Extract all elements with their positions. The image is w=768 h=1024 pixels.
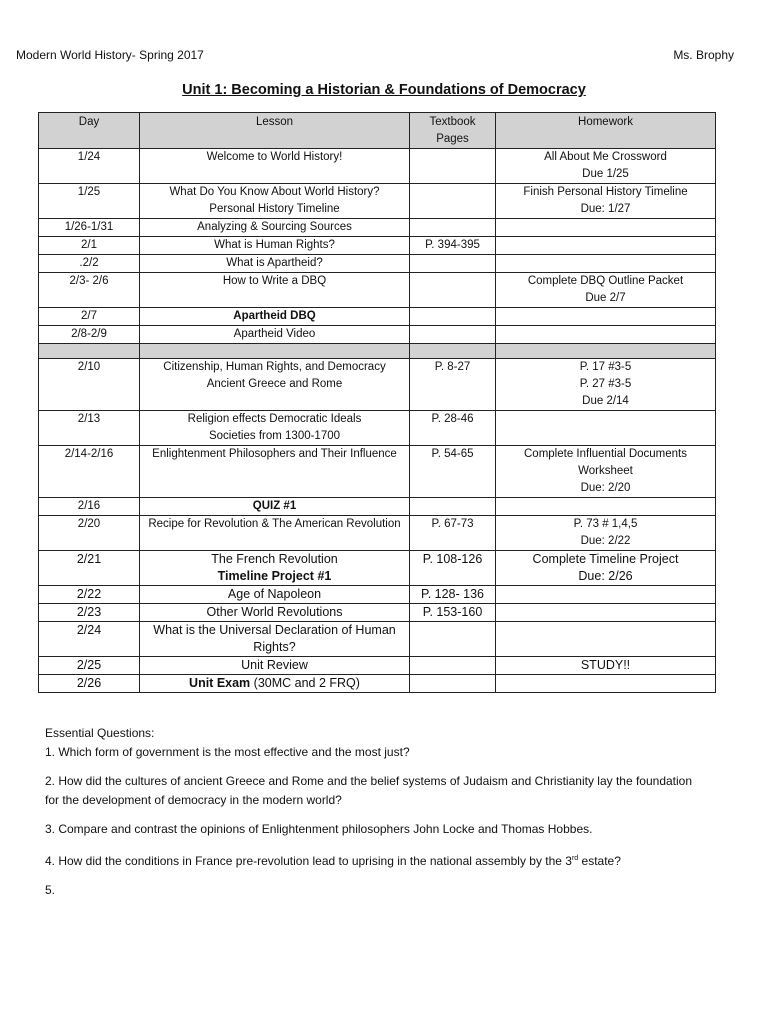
homework-line: Due 2/7 <box>585 292 626 304</box>
homework-cell <box>496 326 716 344</box>
day-cell: 2/22 <box>39 586 140 604</box>
table-row <box>39 359 716 411</box>
lesson-cell <box>140 237 410 255</box>
pages-cell: P. 28-46 <box>410 411 496 446</box>
homework-line: STUDY!! <box>580 658 631 672</box>
divider-cell <box>39 344 140 359</box>
eq-question-2-line2: for the development of democracy in the modern world? <box>45 793 342 807</box>
table-row <box>39 273 716 308</box>
day-cell: 2/3- 2/6 <box>39 273 140 308</box>
lesson-cell <box>140 219 410 237</box>
pages-cell: P. 67-73 <box>410 516 496 551</box>
lesson-line: What Do You Know About World History? <box>169 186 380 198</box>
eq-heading: Essential Questions: <box>45 726 155 740</box>
homework-line: All About Me Crossword <box>544 151 667 163</box>
pages-cell: P. 108-126 <box>410 551 496 586</box>
lesson-cell <box>140 551 410 586</box>
lesson-cell <box>140 184 410 219</box>
lesson-line: Apartheid Video <box>233 328 316 340</box>
eq-question-2 <box>45 772 735 810</box>
teacher-name: Ms. Brophy <box>673 48 734 62</box>
section-divider-row <box>39 344 716 359</box>
homework-cell <box>496 237 716 255</box>
lesson-line: Rights? <box>253 640 296 654</box>
pages-cell: P. 394-395 <box>410 237 496 255</box>
pages-cell <box>410 273 496 308</box>
homework-cell <box>496 586 716 604</box>
lesson-cell <box>140 359 410 411</box>
day-cell: 1/25 <box>39 184 140 219</box>
homework-cell <box>496 255 716 273</box>
lesson-cell <box>140 446 410 498</box>
day-cell: 2/25 <box>39 657 140 675</box>
day-cell: 2/8-2/9 <box>39 326 140 344</box>
homework-line: Complete DBQ Outline Packet <box>527 275 684 287</box>
table-row <box>39 516 716 551</box>
homework-line: P. 27 #3-5 <box>579 378 632 390</box>
homework-cell <box>496 622 716 657</box>
header-pages <box>410 113 496 149</box>
day-cell: 1/24 <box>39 149 140 184</box>
lesson-line: Welcome to World History! <box>206 151 343 163</box>
pages-cell <box>410 255 496 273</box>
day-cell: 2/26 <box>39 675 140 693</box>
pages-cell: P. 54-65 <box>410 446 496 498</box>
table-row <box>39 675 716 693</box>
lesson-cell <box>140 516 410 551</box>
day-cell: 2/10 <box>39 359 140 411</box>
homework-cell <box>496 411 716 446</box>
pages-cell <box>410 326 496 344</box>
homework-line: Due: 2/22 <box>580 535 631 547</box>
lesson-cell <box>140 675 410 693</box>
table-row <box>39 498 716 516</box>
lesson-cell <box>140 149 410 184</box>
eq-question-4-sup: rd <box>571 855 579 862</box>
homework-line: Complete Timeline Project <box>532 552 679 566</box>
lesson-line: What is Human Rights? <box>214 239 335 251</box>
homework-cell <box>496 516 716 551</box>
homework-cell <box>496 657 716 675</box>
lesson-line: Personal History Timeline <box>209 203 340 215</box>
lesson-line: Apartheid DBQ <box>233 310 316 322</box>
lesson-line: Other World Revolutions <box>206 605 343 619</box>
eq-question-5: 5. <box>45 883 56 897</box>
homework-cell <box>496 184 716 219</box>
essential-questions <box>45 724 735 900</box>
day-cell: 2/16 <box>39 498 140 516</box>
homework-line: Worksheet <box>578 465 633 477</box>
pages-cell: P. 128- 136 <box>410 586 496 604</box>
header-pages-line1: Textbook <box>429 116 476 128</box>
table-row <box>39 411 716 446</box>
lesson-line: Societies from 1300-1700 <box>208 430 341 442</box>
lesson-line: How to Write a DBQ <box>222 275 327 287</box>
day-cell: .2/2 <box>39 255 140 273</box>
header-pages-line2: Pages <box>436 133 469 145</box>
homework-line: P. 73 # 1,4,5 <box>573 518 638 530</box>
day-cell: 1/26-1/31 <box>39 219 140 237</box>
lesson-cell <box>140 622 410 657</box>
day-cell: 2/21 <box>39 551 140 586</box>
pages-cell <box>410 657 496 675</box>
homework-line: Due: 1/27 <box>580 203 631 215</box>
lesson-cell <box>140 255 410 273</box>
divider-cell <box>496 344 716 359</box>
lesson-line: The French Revolution <box>211 552 338 566</box>
lesson-cell <box>140 273 410 308</box>
pages-cell <box>410 219 496 237</box>
table-row <box>39 551 716 586</box>
schedule-table <box>38 112 716 693</box>
eq-question-1: 1. Which form of government is the most effective and the most just? <box>45 745 410 759</box>
lesson-cell <box>140 411 410 446</box>
homework-line: Due: 2/26 <box>578 569 633 583</box>
day-cell: 2/23 <box>39 604 140 622</box>
day-cell: 2/20 <box>39 516 140 551</box>
homework-cell <box>496 149 716 184</box>
lesson-line: Unit Exam <box>189 676 251 690</box>
homework-line: Complete Influential Documents <box>524 448 687 460</box>
homework-cell <box>496 498 716 516</box>
table-row <box>39 446 716 498</box>
lesson-line: Analyzing & Sourcing Sources <box>197 221 352 233</box>
pages-cell <box>410 498 496 516</box>
homework-cell <box>496 273 716 308</box>
homework-cell <box>496 359 716 411</box>
lesson-line: QUIZ #1 <box>252 500 297 512</box>
table-row <box>39 326 716 344</box>
lesson-cell <box>140 326 410 344</box>
pages-cell <box>410 675 496 693</box>
table-row <box>39 149 716 184</box>
lesson-line: Timeline Project #1 <box>217 569 332 583</box>
eq-question-3: 3. Compare and contrast the opinions of Enlightenment philosophers John Locke and Thomas Hobbes. <box>45 822 593 836</box>
lesson-line: Citizenship, Human Rights, and Democracy <box>163 361 386 373</box>
lesson-line: Religion effects Democratic Ideals <box>187 413 362 425</box>
day-cell: 2/13 <box>39 411 140 446</box>
homework-cell <box>496 675 716 693</box>
divider-cell <box>140 344 410 359</box>
course-title: Modern World History- Spring 2017 <box>16 48 204 62</box>
eq-question-4 <box>45 849 735 871</box>
homework-cell <box>496 551 716 586</box>
header-homework: Homework <box>496 113 716 149</box>
homework-line: Due 1/25 <box>582 168 629 180</box>
page-title: Unit 1: Becoming a Historian & Foundations of Democracy <box>182 82 586 98</box>
homework-cell <box>496 604 716 622</box>
eq-question-2-line1: 2. How did the cultures of ancient Greece and Rome and the belief systems of Judaism and Christianity lay the foundation <box>45 774 693 788</box>
table-row <box>39 622 716 657</box>
lesson-line: What is the Universal Declaration of Human <box>153 623 396 637</box>
lesson-line: Ancient Greece and Rome <box>206 378 343 390</box>
homework-line: Due: 2/20 <box>580 482 631 494</box>
lesson-line: What is Apartheid? <box>226 257 323 269</box>
pages-cell <box>410 149 496 184</box>
pages-cell: P. 8-27 <box>410 359 496 411</box>
table-row <box>39 184 716 219</box>
header-day: Day <box>39 113 140 149</box>
homework-line: Due 2/14 <box>582 395 629 407</box>
table-row <box>39 255 716 273</box>
table-row <box>39 604 716 622</box>
homework-line: P. 17 #3-5 <box>579 361 632 373</box>
lesson-cell <box>140 604 410 622</box>
lesson-cell <box>140 498 410 516</box>
day-cell: 2/14-2/16 <box>39 446 140 498</box>
lesson-line: (30MC and 2 FRQ) <box>250 676 360 690</box>
day-cell: 2/24 <box>39 622 140 657</box>
lesson-line: Recipe for Revolution & The American Revolution <box>148 518 401 530</box>
pages-cell <box>410 184 496 219</box>
day-cell: 2/7 <box>39 308 140 326</box>
homework-cell <box>496 446 716 498</box>
homework-line: Finish Personal History Timeline <box>523 186 688 198</box>
table-row <box>39 308 716 326</box>
lesson-cell <box>140 586 410 604</box>
table-row <box>39 657 716 675</box>
divider-cell <box>410 344 496 359</box>
table-row <box>39 586 716 604</box>
pages-cell <box>410 622 496 657</box>
homework-cell <box>496 308 716 326</box>
lesson-line: Age of Napoleon <box>227 587 322 601</box>
eq-question-4-end: estate? <box>578 854 621 868</box>
table-header-row <box>39 113 716 149</box>
lesson-line: Enlightenment Philosophers and Their Influence <box>152 448 397 460</box>
day-cell: 2/1 <box>39 237 140 255</box>
lesson-cell <box>140 308 410 326</box>
eq-question-4-text: 4. How did the conditions in France pre-revolution lead to uprising in the national assembly by the 3 <box>45 854 572 868</box>
table-row <box>39 237 716 255</box>
pages-cell <box>410 308 496 326</box>
pages-cell: P. 153-160 <box>410 604 496 622</box>
lesson-cell <box>140 657 410 675</box>
homework-cell <box>496 219 716 237</box>
lesson-line: Unit Review <box>241 658 308 672</box>
table-row <box>39 219 716 237</box>
header-lesson: Lesson <box>140 113 410 149</box>
